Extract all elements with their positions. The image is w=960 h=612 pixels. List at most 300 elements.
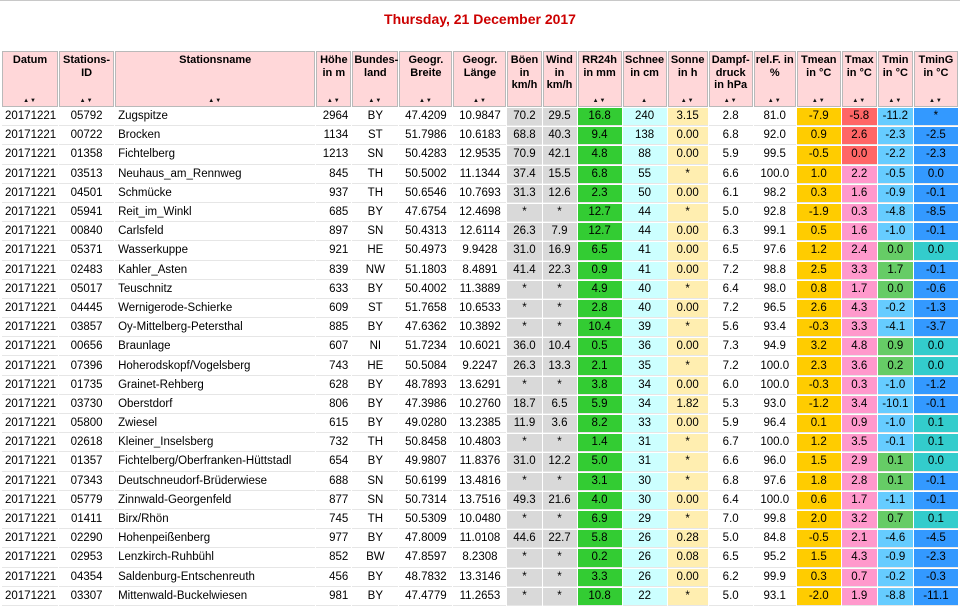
cell-wind: 10.4	[543, 338, 577, 356]
cell-wind: 12.2	[543, 453, 577, 471]
cell-tmin: -0.9	[878, 549, 913, 567]
cell-id: 01735	[59, 377, 114, 395]
cell-rr24h: 0.2	[578, 549, 622, 567]
cell-rr24h: 2.3	[578, 185, 622, 203]
cell-wind: 22.3	[543, 262, 577, 280]
cell-tming: 0.0	[914, 242, 958, 260]
cell-breite: 50.5002	[399, 166, 452, 184]
cell-boeen: *	[507, 473, 541, 491]
cell-relf: 92.8	[754, 204, 796, 222]
cell-datum: 20171221	[2, 146, 58, 164]
column-header-tming[interactable]	[914, 51, 958, 107]
table-row	[2, 146, 958, 164]
cell-tmean: 2.0	[797, 511, 841, 529]
cell-name: Teuschnitz	[115, 281, 315, 299]
cell-land: BY	[352, 204, 398, 222]
cell-breite: 49.9807	[399, 453, 452, 471]
cell-tmean: -7.9	[797, 108, 841, 126]
cell-wind: *	[543, 377, 577, 395]
cell-dampf: 6.6	[709, 166, 753, 184]
cell-laenge: 10.6183	[453, 127, 506, 145]
cell-schnee: 26	[623, 549, 667, 567]
cell-relf: 98.8	[754, 262, 796, 280]
cell-schnee: 33	[623, 415, 667, 433]
table-row	[2, 434, 958, 452]
cell-hoehe: 852	[316, 549, 351, 567]
cell-schnee: 34	[623, 377, 667, 395]
cell-id: 00656	[59, 338, 114, 356]
cell-schnee: 88	[623, 146, 667, 164]
cell-name: Fichtelberg/Oberfranken-Hüttstadl	[115, 453, 315, 471]
cell-wind: *	[543, 281, 577, 299]
cell-tming: -0.6	[914, 281, 958, 299]
cell-land: BW	[352, 549, 398, 567]
cell-tmax: 4.3	[842, 300, 877, 318]
cell-laenge: 11.2653	[453, 588, 506, 606]
cell-land: NI	[352, 338, 398, 356]
cell-sonne: 0.00	[668, 569, 708, 587]
cell-breite: 50.4973	[399, 242, 452, 260]
sort-arrows-icon[interactable]: ▲▼	[368, 98, 383, 104]
sort-arrows-icon[interactable]: ▲▼	[473, 98, 487, 104]
cell-relf: 100.0	[754, 434, 796, 452]
cell-breite: 51.7986	[399, 127, 452, 145]
cell-laenge: 9.9428	[453, 242, 506, 260]
cell-tmax: 3.5	[842, 434, 877, 452]
cell-boeen: 70.9	[507, 146, 541, 164]
cell-land: BY	[352, 281, 398, 299]
cell-wind: 15.5	[543, 166, 577, 184]
column-header-label: rel.F. in %	[755, 54, 794, 79]
table-row	[2, 415, 958, 433]
cell-name: Brocken	[115, 127, 315, 145]
cell-id: 01358	[59, 146, 114, 164]
cell-breite: 47.4209	[399, 108, 452, 126]
cell-datum: 20171221	[2, 415, 58, 433]
table-row	[2, 185, 958, 203]
cell-datum: 20171221	[2, 473, 58, 491]
cell-wind: 22.7	[543, 530, 577, 548]
sort-arrows-icon[interactable]: ▲▼	[928, 98, 943, 104]
cell-land: SN	[352, 473, 398, 491]
cell-tmax: 3.2	[842, 511, 877, 529]
table-row	[2, 588, 958, 606]
sort-arrows-icon[interactable]: ▲▼	[23, 98, 37, 104]
cell-datum: 20171221	[2, 530, 58, 548]
cell-tmean: 1.2	[797, 242, 841, 260]
cell-relf: 100.0	[754, 357, 796, 375]
cell-boeen: 31.0	[507, 242, 541, 260]
cell-sonne: 0.28	[668, 530, 708, 548]
cell-relf: 96.4	[754, 415, 796, 433]
cell-tmin: 0.9	[878, 338, 913, 356]
cell-tming: 0.0	[914, 357, 958, 375]
cell-id: 05800	[59, 415, 114, 433]
cell-boeen: 36.0	[507, 338, 541, 356]
cell-breite: 50.4283	[399, 146, 452, 164]
cell-dampf: 7.2	[709, 357, 753, 375]
table-row	[2, 223, 958, 241]
cell-laenge: 11.0108	[453, 530, 506, 548]
cell-land: BY	[352, 377, 398, 395]
table-row	[2, 396, 958, 414]
cell-datum: 20171221	[2, 396, 58, 414]
cell-boeen: 37.4	[507, 166, 541, 184]
cell-hoehe: 615	[316, 415, 351, 433]
cell-hoehe: 937	[316, 185, 351, 203]
cell-breite: 50.8458	[399, 434, 452, 452]
cell-sonne: *	[668, 166, 708, 184]
cell-schnee: 30	[623, 473, 667, 491]
cell-relf: 100.0	[754, 492, 796, 510]
cell-sonne: 0.00	[668, 377, 708, 395]
cell-tming: -0.1	[914, 492, 958, 510]
sort-arrows-icon[interactable]: ▲	[641, 98, 649, 104]
cell-land: NW	[352, 262, 398, 280]
cell-tmin: -1.0	[878, 377, 913, 395]
cell-tmean: 2.3	[797, 357, 841, 375]
cell-land: ST	[352, 300, 398, 318]
cell-name: Fichtelberg	[115, 146, 315, 164]
cell-dampf: 5.0	[709, 588, 753, 606]
cell-dampf: 6.5	[709, 242, 753, 260]
table-row	[2, 281, 958, 299]
cell-schnee: 30	[623, 492, 667, 510]
cell-tmax: 3.3	[842, 262, 877, 280]
cell-tmax: 2.4	[842, 242, 877, 260]
cell-dampf: 7.2	[709, 300, 753, 318]
cell-dampf: 6.8	[709, 127, 753, 145]
cell-laenge: 12.9535	[453, 146, 506, 164]
cell-hoehe: 921	[316, 242, 351, 260]
cell-laenge: 8.4891	[453, 262, 506, 280]
cell-sonne: 0.08	[668, 549, 708, 567]
cell-name: Lenzkirch-Ruhbühl	[115, 549, 315, 567]
cell-id: 03857	[59, 319, 114, 337]
cell-hoehe: 1134	[316, 127, 351, 145]
cell-dampf: 6.3	[709, 223, 753, 241]
column-header-wind[interactable]	[543, 51, 577, 107]
cell-rr24h: 16.8	[578, 108, 622, 126]
cell-datum: 20171221	[2, 511, 58, 529]
cell-name: Schmücke	[115, 185, 315, 203]
cell-land: TH	[352, 511, 398, 529]
cell-tmin: 0.7	[878, 511, 913, 529]
cell-relf: 96.5	[754, 300, 796, 318]
cell-tmean: -0.5	[797, 530, 841, 548]
cell-hoehe: 981	[316, 588, 351, 606]
cell-tmax: 1.6	[842, 185, 877, 203]
column-header-boeen[interactable]	[507, 51, 541, 107]
cell-sonne: 0.00	[668, 242, 708, 260]
cell-tming: -3.7	[914, 319, 958, 337]
cell-tmean: 0.3	[797, 185, 841, 203]
cell-datum: 20171221	[2, 127, 58, 145]
cell-wind: *	[543, 434, 577, 452]
cell-tmin: -1.0	[878, 223, 913, 241]
weather-table	[1, 50, 959, 607]
cell-boeen: *	[507, 549, 541, 567]
cell-name: Zinnwald-Georgenfeld	[115, 492, 315, 510]
cell-tmax: 0.3	[842, 377, 877, 395]
cell-schnee: 44	[623, 204, 667, 222]
cell-dampf: 6.6	[709, 453, 753, 471]
column-header-tmin[interactable]	[878, 51, 913, 107]
column-header-dampf[interactable]	[709, 51, 753, 107]
cell-laenge: 12.6114	[453, 223, 506, 241]
cell-tmean: 1.0	[797, 166, 841, 184]
cell-rr24h: 9.4	[578, 127, 622, 145]
cell-sonne: 0.00	[668, 127, 708, 145]
cell-tmin: 1.7	[878, 262, 913, 280]
column-header-label: Stations-ID	[63, 54, 111, 79]
cell-hoehe: 745	[316, 511, 351, 529]
cell-wind: 29.5	[543, 108, 577, 126]
cell-laenge: 13.6291	[453, 377, 506, 395]
table-row	[2, 473, 958, 491]
cell-breite: 47.6362	[399, 319, 452, 337]
cell-laenge: 10.6021	[453, 338, 506, 356]
cell-wind: 40.3	[543, 127, 577, 145]
cell-dampf: 5.0	[709, 204, 753, 222]
cell-hoehe: 977	[316, 530, 351, 548]
cell-dampf: 7.2	[709, 262, 753, 280]
cell-breite: 51.1803	[399, 262, 452, 280]
cell-breite: 50.5084	[399, 357, 452, 375]
column-header-datum[interactable]	[2, 51, 58, 107]
cell-name: Mittenwald-Buckelwiesen	[115, 588, 315, 606]
column-header-hoehe[interactable]	[316, 51, 351, 107]
cell-tmax: 2.8	[842, 473, 877, 491]
cell-tmax: 4.8	[842, 338, 877, 356]
column-header-rr24h[interactable]	[578, 51, 622, 107]
column-header-label: Schnee in cm	[625, 54, 665, 79]
cell-schnee: 55	[623, 166, 667, 184]
cell-relf: 99.8	[754, 511, 796, 529]
cell-id: 07343	[59, 473, 114, 491]
table-row	[2, 492, 958, 510]
column-header-label: Böen in km/h	[510, 54, 539, 91]
cell-rr24h: 12.7	[578, 204, 622, 222]
cell-tmax: -5.8	[842, 108, 877, 126]
table-row	[2, 338, 958, 356]
cell-breite: 50.6546	[399, 185, 452, 203]
sort-arrows-icon[interactable]: ▲▼	[326, 98, 341, 104]
cell-tmin: -0.9	[878, 185, 913, 203]
sort-arrows-icon[interactable]: ▲▼	[79, 98, 94, 104]
column-header-label: Sonne in h	[670, 54, 705, 79]
cell-land: BY	[352, 453, 398, 471]
cell-tmax: 3.4	[842, 396, 877, 414]
cell-dampf: 2.8	[709, 108, 753, 126]
cell-tming: -2.3	[914, 549, 958, 567]
cell-breite: 51.7658	[399, 300, 452, 318]
cell-datum: 20171221	[2, 204, 58, 222]
cell-datum: 20171221	[2, 262, 58, 280]
sort-arrows-icon[interactable]: ▲▼	[811, 98, 826, 104]
cell-tmean: 3.2	[797, 338, 841, 356]
cell-breite: 49.0280	[399, 415, 452, 433]
column-header-tmax[interactable]	[842, 51, 877, 107]
column-header-sonne[interactable]	[668, 51, 708, 107]
cell-hoehe: 688	[316, 473, 351, 491]
cell-rr24h: 5.9	[578, 396, 622, 414]
column-header-label: TminG in °C	[918, 54, 954, 79]
cell-relf: 94.9	[754, 338, 796, 356]
column-header-relf[interactable]	[754, 51, 796, 107]
cell-sonne: *	[668, 473, 708, 491]
cell-id: 05941	[59, 204, 114, 222]
cell-tmean: -1.2	[797, 396, 841, 414]
cell-name: Reit_im_Winkl	[115, 204, 315, 222]
cell-tmax: 3.3	[842, 319, 877, 337]
sort-arrows-icon[interactable]: ▲▼	[852, 98, 867, 104]
cell-tmax: 1.6	[842, 223, 877, 241]
cell-rr24h: 0.9	[578, 262, 622, 280]
cell-tmean: -2.0	[797, 588, 841, 606]
cell-rr24h: 2.8	[578, 300, 622, 318]
cell-boeen: *	[507, 569, 541, 587]
cell-hoehe: 839	[316, 262, 351, 280]
cell-boeen: *	[507, 588, 541, 606]
cell-name: Hohenpeißenberg	[115, 530, 315, 548]
cell-dampf: 6.1	[709, 185, 753, 203]
sort-arrows-icon[interactable]: ▲▼	[767, 98, 782, 104]
column-header-label: Geogr. Breite	[408, 54, 444, 79]
cell-boeen: 49.3	[507, 492, 541, 510]
cell-sonne: 0.00	[668, 300, 708, 318]
cell-datum: 20171221	[2, 338, 58, 356]
cell-id: 05017	[59, 281, 114, 299]
cell-datum: 20171221	[2, 242, 58, 260]
cell-tmean: 0.5	[797, 223, 841, 241]
cell-land: BY	[352, 530, 398, 548]
cell-relf: 95.2	[754, 549, 796, 567]
cell-laenge: 11.8376	[453, 453, 506, 471]
cell-laenge: 10.4803	[453, 434, 506, 452]
cell-relf: 100.0	[754, 166, 796, 184]
cell-boeen: 31.3	[507, 185, 541, 203]
cell-rr24h: 12.7	[578, 223, 622, 241]
cell-rr24h: 4.9	[578, 281, 622, 299]
sort-arrows-icon[interactable]: ▲▼	[208, 98, 223, 104]
table-row	[2, 530, 958, 548]
cell-sonne: 0.00	[668, 415, 708, 433]
cell-tmax: 0.9	[842, 415, 877, 433]
cell-rr24h: 5.8	[578, 530, 622, 548]
cell-relf: 93.1	[754, 588, 796, 606]
cell-sonne: *	[668, 588, 708, 606]
sort-arrows-icon[interactable]: ▲▼	[418, 98, 433, 104]
sort-arrows-icon[interactable]: ▲▼	[680, 98, 695, 104]
cell-tmin: -0.2	[878, 300, 913, 318]
cell-wind: *	[543, 569, 577, 587]
cell-boeen: 41.4	[507, 262, 541, 280]
cell-boeen: 18.7	[507, 396, 541, 414]
cell-land: HE	[352, 242, 398, 260]
cell-laenge: 10.6533	[453, 300, 506, 318]
cell-id: 02483	[59, 262, 114, 280]
cell-datum: 20171221	[2, 569, 58, 587]
column-header-label: Geogr. Länge	[462, 54, 498, 79]
column-header-schnee[interactable]	[623, 51, 667, 107]
cell-relf: 99.9	[754, 569, 796, 587]
table-row	[2, 242, 958, 260]
cell-laenge: 10.3892	[453, 319, 506, 337]
sort-arrows-icon[interactable]: ▲▼	[723, 98, 738, 104]
cell-laenge: 12.4698	[453, 204, 506, 222]
cell-laenge: 10.0480	[453, 511, 506, 529]
cell-land: BY	[352, 319, 398, 337]
column-header-laenge[interactable]	[453, 51, 506, 107]
cell-laenge: 13.2385	[453, 415, 506, 433]
cell-dampf: 6.2	[709, 569, 753, 587]
cell-datum: 20171221	[2, 300, 58, 318]
column-header-land[interactable]	[352, 51, 398, 107]
column-header-label: Tmin in °C	[882, 54, 909, 79]
column-header-id[interactable]	[59, 51, 114, 107]
cell-tmin: -1.1	[878, 492, 913, 510]
cell-tmin: -11.2	[878, 108, 913, 126]
column-header-breite[interactable]	[399, 51, 452, 107]
cell-tmin: -4.6	[878, 530, 913, 548]
cell-id: 05779	[59, 492, 114, 510]
cell-sonne: 1.82	[668, 396, 708, 414]
table-row	[2, 569, 958, 587]
cell-dampf: 7.0	[709, 511, 753, 529]
cell-boeen: *	[507, 204, 541, 222]
cell-tmean: 1.2	[797, 434, 841, 452]
cell-wind: *	[543, 511, 577, 529]
table-row	[2, 300, 958, 318]
cell-relf: 93.4	[754, 319, 796, 337]
cell-tmin: -2.3	[878, 127, 913, 145]
cell-land: BY	[352, 415, 398, 433]
cell-dampf: 6.4	[709, 281, 753, 299]
cell-hoehe: 806	[316, 396, 351, 414]
cell-sonne: *	[668, 434, 708, 452]
cell-name: Braunlage	[115, 338, 315, 356]
cell-boeen: 31.0	[507, 453, 541, 471]
cell-wind: 6.5	[543, 396, 577, 414]
sort-arrows-icon[interactable]: ▲▼	[888, 98, 903, 104]
cell-wind: 21.6	[543, 492, 577, 510]
cell-id: 02953	[59, 549, 114, 567]
cell-laenge: 10.7693	[453, 185, 506, 203]
cell-boeen: 26.3	[507, 357, 541, 375]
cell-schnee: 41	[623, 242, 667, 260]
cell-sonne: *	[668, 511, 708, 529]
cell-tmax: 2.6	[842, 127, 877, 145]
cell-rr24h: 8.2	[578, 415, 622, 433]
cell-schnee: 35	[623, 357, 667, 375]
cell-rr24h: 10.8	[578, 588, 622, 606]
column-header-tmean[interactable]	[797, 51, 841, 107]
cell-boeen: 26.3	[507, 223, 541, 241]
cell-laenge: 9.2247	[453, 357, 506, 375]
cell-schnee: 26	[623, 569, 667, 587]
cell-relf: 97.6	[754, 242, 796, 260]
cell-relf: 96.0	[754, 453, 796, 471]
column-header-name[interactable]	[115, 51, 315, 107]
cell-rr24h: 3.3	[578, 569, 622, 587]
cell-tmin: 0.1	[878, 473, 913, 491]
cell-land: BY	[352, 569, 398, 587]
sort-arrows-icon[interactable]: ▲▼	[592, 98, 607, 104]
cell-breite: 50.4313	[399, 223, 452, 241]
table-row	[2, 204, 958, 222]
cell-sonne: 3.15	[668, 108, 708, 126]
